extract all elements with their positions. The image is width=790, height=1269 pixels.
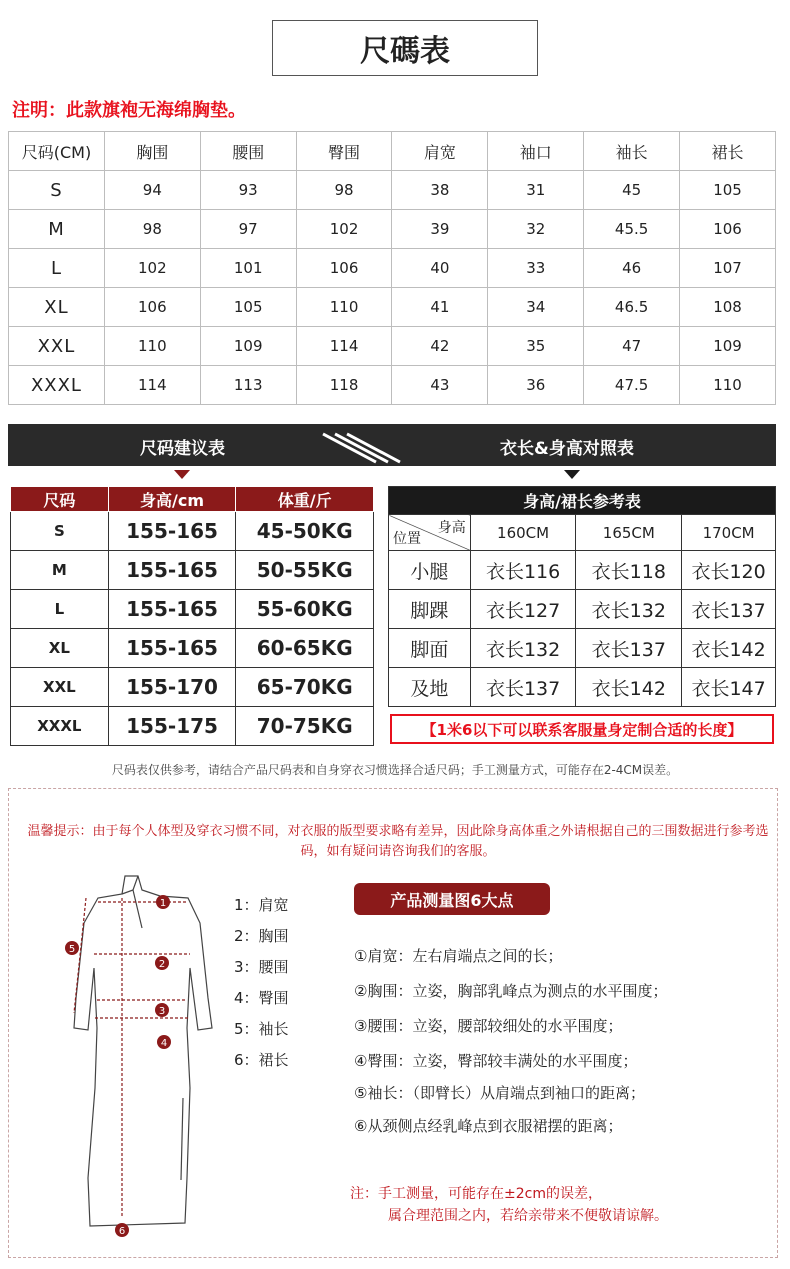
size-cell: XL <box>11 629 109 668</box>
table-row <box>9 249 776 288</box>
size-cell: XXXL <box>9 366 105 405</box>
disclaimer-text: 尺码表仅供参考，请结合产品尺码表和自身穿衣习惯选择合适尺码；手工测量方式，可能存在2-4CM误差。 <box>111 763 679 777</box>
size-cell: XXL <box>11 668 109 707</box>
header-cell: 袖口 <box>488 132 584 171</box>
table-cell: 35 <box>488 327 584 366</box>
table-cell: 155-165 <box>108 629 236 668</box>
marker-6: 6 <box>118 1226 126 1237</box>
table-row <box>9 366 776 405</box>
table-cell: 106 <box>104 288 200 327</box>
note-text: 注明：此款旗袍无海绵胸垫。 <box>12 100 246 121</box>
legend-item: 3：腰围 <box>234 958 289 976</box>
table-row <box>11 512 374 551</box>
table-cell: 155-165 <box>108 590 236 629</box>
table-cell: 102 <box>296 210 392 249</box>
table-cell: 45 <box>584 171 680 210</box>
table-cell: 109 <box>200 327 296 366</box>
banner-left-label: 尺码建议表 <box>140 439 225 459</box>
table-cell: 106 <box>296 249 392 288</box>
height-header: 165CM <box>576 515 682 551</box>
table-header-row <box>11 487 374 512</box>
size-cell: XXL <box>9 327 105 366</box>
qipao-outline <box>74 876 212 1226</box>
arrow-down-icon <box>564 470 580 479</box>
footnote-line2: 属合理范围之内，若给亲带来不便敬请谅解。 <box>388 1208 668 1224</box>
size-cell: L <box>9 249 105 288</box>
table-cell: 98 <box>296 171 392 210</box>
table-cell: 衣长147 <box>682 668 776 707</box>
ref-table-title: 身高/裙长参考表 <box>389 487 776 515</box>
size-cell: S <box>9 171 105 210</box>
table-row <box>389 551 776 590</box>
table-cell: 41 <box>392 288 488 327</box>
table-cell: 33 <box>488 249 584 288</box>
size-cell: S <box>11 512 109 551</box>
table-cell: 108 <box>680 288 776 327</box>
size-cell: M <box>11 551 109 590</box>
tip-text: 温馨提示：由于每个人体型及穿衣习惯不同，对衣服的版型要求略有差异，因此除身高体重之外请根据自己的三围数据进行参考选码，如有疑问请咨询我们的客服。 <box>27 824 769 859</box>
marker-3: 3 <box>158 1006 166 1017</box>
table-cell: 93 <box>200 171 296 210</box>
table-cell: 45.5 <box>584 210 680 249</box>
size-cell: XL <box>9 288 105 327</box>
table-cell: 105 <box>680 171 776 210</box>
table-cell: 70-75KG <box>236 707 374 746</box>
table-row <box>11 629 374 668</box>
table-row <box>389 668 776 707</box>
measure-lines <box>74 898 190 1216</box>
header-cell: 体重/斤 <box>236 487 374 512</box>
definition-item: ⑤袖长：（即臂长）从肩端点到袖口的距离； <box>354 1084 645 1102</box>
legend-item: 5：袖长 <box>234 1020 289 1038</box>
table-cell: 60-65KG <box>236 629 374 668</box>
table-cell: 36 <box>488 366 584 405</box>
legend-item: 4：臀围 <box>234 989 289 1007</box>
definition-item: ②胸围：立姿，胸部乳峰点为测点的水平围度； <box>354 982 668 1000</box>
table-header-row <box>9 132 776 171</box>
header-cell: 尺码 <box>11 487 109 512</box>
table-row <box>389 515 776 551</box>
position-cell: 脚面 <box>389 629 471 668</box>
table-row <box>389 590 776 629</box>
marker-5: 5 <box>68 944 76 955</box>
corner-top-label: 身高 <box>437 520 466 536</box>
measure-markers <box>65 895 171 1237</box>
table-cell: 38 <box>392 171 488 210</box>
table-cell: 113 <box>200 366 296 405</box>
table-cell: 110 <box>680 366 776 405</box>
table-cell: 40 <box>392 249 488 288</box>
table-cell: 155-175 <box>108 707 236 746</box>
marker-2: 2 <box>158 959 166 970</box>
table-cell: 101 <box>200 249 296 288</box>
size-cell: L <box>11 590 109 629</box>
header-cell: 臀围 <box>296 132 392 171</box>
definition-item: ③腰围：立姿，腰部较细处的水平围度； <box>354 1017 623 1035</box>
table-cell: 39 <box>392 210 488 249</box>
height-length-reference-table <box>388 486 776 707</box>
table-cell: 32 <box>488 210 584 249</box>
marker-1: 1 <box>159 898 167 909</box>
legend-item: 1：肩宽 <box>234 896 289 914</box>
table-cell: 110 <box>104 327 200 366</box>
table-cell: 衣长132 <box>576 590 682 629</box>
table-row <box>9 288 776 327</box>
footnote-line1: 注：手工测量，可能存在±2cm的误差， <box>350 1186 602 1202</box>
position-cell: 脚踝 <box>389 590 471 629</box>
table-cell: 45-50KG <box>236 512 374 551</box>
table-cell: 65-70KG <box>236 668 374 707</box>
custom-length-note: 【1米6以下可以联系客服量身定制合适的长度】 <box>390 714 774 744</box>
table-cell: 110 <box>296 288 392 327</box>
table-cell: 114 <box>104 366 200 405</box>
header-cell: 袖长 <box>584 132 680 171</box>
table-cell: 46 <box>584 249 680 288</box>
table-cell: 34 <box>488 288 584 327</box>
table-cell: 46.5 <box>584 288 680 327</box>
table-cell: 155-165 <box>108 551 236 590</box>
table-row <box>9 210 776 249</box>
definition-item: ⑥从颈侧点经乳峰点到衣服裙摆的距离； <box>354 1117 623 1135</box>
corner-bottom-label: 位置 <box>393 531 421 547</box>
header-cell: 肩宽 <box>392 132 488 171</box>
table-cell: 47 <box>584 327 680 366</box>
definition-item: ④臀围：立姿，臀部较丰满处的水平围度； <box>354 1052 638 1070</box>
arrow-down-icon <box>174 470 190 479</box>
table-row <box>11 707 374 746</box>
table-cell: 衣长120 <box>682 551 776 590</box>
table-cell: 47.5 <box>584 366 680 405</box>
table-cell: 50-55KG <box>236 551 374 590</box>
table-cell: 109 <box>680 327 776 366</box>
table-cell: 衣长127 <box>470 590 576 629</box>
table-cell: 114 <box>296 327 392 366</box>
table-cell: 衣长137 <box>682 590 776 629</box>
table-cell: 155-165 <box>108 512 236 551</box>
table-cell: 衣长137 <box>470 668 576 707</box>
definition-item: ①肩宽：左右肩端点之间的长； <box>354 947 563 965</box>
table-row <box>11 551 374 590</box>
section-banner <box>8 424 776 466</box>
table-cell: 衣长118 <box>576 551 682 590</box>
legend-item: 6：裙长 <box>234 1051 289 1069</box>
qipao-diagram <box>50 868 220 1253</box>
legend-item: 2：胸围 <box>234 927 289 945</box>
table-cell: 102 <box>104 249 200 288</box>
table-row <box>9 327 776 366</box>
header-cell: 胸围 <box>104 132 200 171</box>
table-cell: 118 <box>296 366 392 405</box>
table-cell: 衣长116 <box>470 551 576 590</box>
table-row <box>11 590 374 629</box>
position-cell: 小腿 <box>389 551 471 590</box>
table-cell: 55-60KG <box>236 590 374 629</box>
table-cell: 衣长137 <box>576 629 682 668</box>
table-cell: 106 <box>680 210 776 249</box>
table-cell: 43 <box>392 366 488 405</box>
size-cell: M <box>9 210 105 249</box>
header-cell: 尺码(CM) <box>9 132 105 171</box>
position-cell: 及地 <box>389 668 471 707</box>
table-cell: 107 <box>680 249 776 288</box>
corner-cell <box>389 515 471 551</box>
size-table <box>8 131 776 405</box>
table-cell: 31 <box>488 171 584 210</box>
measure-title-pill: 产品测量图6大点 <box>354 883 550 915</box>
table-cell: 98 <box>104 210 200 249</box>
table-cell: 衣长132 <box>470 629 576 668</box>
table-header-row <box>389 487 776 515</box>
table-cell: 42 <box>392 327 488 366</box>
table-cell: 155-170 <box>108 668 236 707</box>
table-cell: 105 <box>200 288 296 327</box>
size-recommendation-table <box>10 486 374 746</box>
page-title: 尺碼表 <box>272 20 538 76</box>
marker-4: 4 <box>160 1038 168 1049</box>
header-cell: 裙长 <box>680 132 776 171</box>
table-row <box>9 171 776 210</box>
banner-stripe <box>334 433 388 464</box>
banner-right-label: 衣长&身高对照表 <box>500 439 634 459</box>
header-cell: 腰围 <box>200 132 296 171</box>
table-row <box>389 629 776 668</box>
height-header: 170CM <box>682 515 776 551</box>
height-header: 160CM <box>470 515 576 551</box>
table-cell: 94 <box>104 171 200 210</box>
table-cell: 衣长142 <box>576 668 682 707</box>
size-cell: XXXL <box>11 707 109 746</box>
table-row <box>11 668 374 707</box>
table-cell: 衣长142 <box>682 629 776 668</box>
table-cell: 97 <box>200 210 296 249</box>
header-cell: 身高/cm <box>108 487 236 512</box>
